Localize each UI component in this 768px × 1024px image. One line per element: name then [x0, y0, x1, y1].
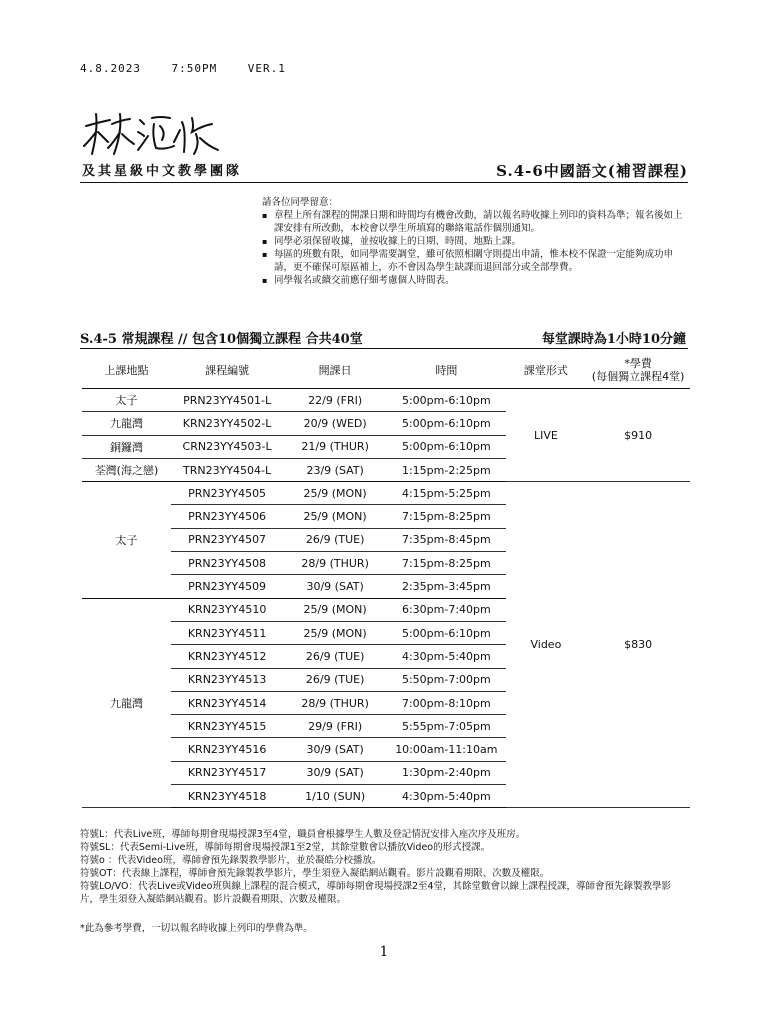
doc-time: 7:50PM [171, 62, 218, 75]
header-start-date: 開課日 [283, 352, 387, 389]
note-line: 符號OT：代表線上課程，導師會預先錄製教學影片，學生須登入凝皓網站觀看。影片設觀看期限、次數及權限。 [80, 868, 550, 879]
notice-block [262, 196, 690, 287]
cell-time: 5:00pm-6:10pm [387, 435, 506, 458]
cell-time: 10:00am-11:10am [387, 738, 506, 761]
cell-date: 25/9 (MON) [283, 621, 387, 644]
header-location: 上課地點 [82, 352, 171, 389]
doc-date: 4.8.2023 [80, 62, 141, 75]
cell-time: 2:35pm-3:45pm [387, 575, 506, 598]
cell-time: 5:00pm-6:10pm [387, 389, 506, 412]
course-title: S.4-6中國語文(補習課程) [496, 162, 688, 180]
cell-code: KRN23YY4514 [171, 691, 283, 714]
signature-logo [82, 110, 222, 158]
cell-code: KRN23YY4502-L [171, 412, 283, 435]
header-mode: 課堂形式 [506, 352, 587, 389]
cell-time: 4:30pm-5:40pm [387, 785, 506, 808]
header-fee [586, 352, 690, 389]
notice-item: ▪ 每區的班數有限，如同學需要調堂，雖可依照相關守則提出申請，惟本校不保證一定能夠成功申請，更不確保可原區補上，亦不會因為學生缺課而退回部分或全部學費。 [262, 248, 690, 274]
cell-date: 28/9 (THUR) [283, 691, 387, 714]
cell-date: 20/9 (WED) [283, 412, 387, 435]
cell-location: 荃灣(海之戀) [82, 458, 171, 481]
page-number: 1 [379, 944, 389, 960]
cell-time: 7:15pm-8:25pm [387, 505, 506, 528]
section-divider [80, 348, 688, 349]
cell-time: 1:15pm-2:25pm [387, 458, 506, 481]
cell-date: 30/9 (SAT) [283, 575, 387, 598]
cell-time: 1:30pm-2:40pm [387, 761, 506, 784]
cell-date: 26/9 (TUE) [283, 645, 387, 668]
notice-title: 請各位同學留意： [262, 197, 339, 208]
symbol-notes [80, 828, 690, 906]
cell-date: 25/9 (MON) [283, 598, 387, 621]
cell-time: 5:00pm-6:10pm [387, 412, 506, 435]
cell-code: KRN23YY4512 [171, 645, 283, 668]
fee-header-line1: *學費 [624, 357, 652, 370]
cell-date: 29/9 (FRI) [283, 715, 387, 738]
cell-code: KRN23YY4510 [171, 598, 283, 621]
table-row [82, 389, 690, 412]
cell-location: 九龍灣 [82, 412, 171, 435]
cell-time: 7:35pm-8:45pm [387, 528, 506, 551]
cell-code: KRN23YY4511 [171, 621, 283, 644]
cell-time: 5:00pm-6:10pm [387, 621, 506, 644]
cell-time: 5:55pm-7:05pm [387, 715, 506, 738]
section-title: S.4-5 常規課程 // 包含10個獨立課程 合共40堂 [80, 332, 363, 347]
cell-code: CRN23YY4503-L [171, 435, 283, 458]
cell-code: PRN23YY4508 [171, 552, 283, 575]
cell-time: 4:30pm-5:40pm [387, 645, 506, 668]
cell-location-group: 九龍灣 [82, 598, 171, 808]
cell-code: KRN23YY4516 [171, 738, 283, 761]
fee-footnote: *此為參考學費，一切以報名時收據上列印的學費為準。 [80, 923, 313, 934]
header-time: 時間 [387, 352, 506, 389]
lesson-duration: 每堂課時為1小時10分鐘 [541, 332, 686, 347]
cell-mode-video: Video [506, 482, 587, 808]
cell-code: KRN23YY4513 [171, 668, 283, 691]
doc-version: VER.1 [247, 62, 286, 75]
cell-date: 26/9 (TUE) [283, 528, 387, 551]
cell-date: 25/9 (MON) [283, 505, 387, 528]
header-divider [80, 182, 688, 183]
note-line: 符號o ：代表Video班，導師會預先錄製教學影片，並於凝皓分校播放。 [80, 855, 382, 866]
cell-date: 1/10 (SUN) [283, 785, 387, 808]
cell-date: 28/9 (THUR) [283, 552, 387, 575]
table-row [82, 482, 690, 505]
cell-time: 5:50pm-7:00pm [387, 668, 506, 691]
note-line: 符號L：代表Live班，導師每期會現場授課3至4堂，職員會根據學生人數及登記情況安排入座次序及班房。 [80, 829, 526, 840]
cell-time: 4:15pm-5:25pm [387, 482, 506, 505]
cell-date: 25/9 (MON) [283, 482, 387, 505]
cell-date: 21/9 (THUR) [283, 435, 387, 458]
header-code: 課程編號 [171, 352, 283, 389]
cell-location: 銅鑼灣 [82, 435, 171, 458]
cell-code: PRN23YY4506 [171, 505, 283, 528]
cell-time: 7:00pm-8:10pm [387, 691, 506, 714]
fee-header-line2: (每個獨立課程4堂) [591, 370, 685, 383]
cell-date: 30/9 (SAT) [283, 761, 387, 784]
cell-date: 23/9 (SAT) [283, 458, 387, 481]
cell-fee-live: $910 [586, 389, 690, 482]
cell-location-group: 太子 [82, 482, 171, 598]
note-line: 符號LO/VO：代表Live或Video班與線上課程的混合模式，導師每期會現場授課2至4堂，其餘堂數會以線上課程授課，導師會預先錄製教學影片，學生須登入凝皓網站觀看。影片設觀看期限、次數及權限。 [80, 881, 672, 905]
cell-date: 22/9 (FRI) [283, 389, 387, 412]
cell-code: PRN23YY4505 [171, 482, 283, 505]
cell-code: PRN23YY4509 [171, 575, 283, 598]
cell-location: 太子 [82, 389, 171, 412]
table-header-row [82, 352, 690, 389]
notice-item: ▪ 同學必須保留收據，並按收據上的日期、時間、地點上課。 [262, 235, 690, 248]
schedule-table [82, 352, 690, 808]
notice-item: ▪ 同學報名或續交前應仔細考慮個人時間表。 [262, 274, 690, 287]
note-line: 符號SL：代表Semi-Live班，導師每期會現場授課1至2堂，其餘堂數會以播放Video的形式授課。 [80, 842, 491, 853]
cell-time: 6:30pm-7:40pm [387, 598, 506, 621]
cell-code: PRN23YY4507 [171, 528, 283, 551]
cell-mode-live: LIVE [506, 389, 587, 482]
cell-code: KRN23YY4518 [171, 785, 283, 808]
cell-time: 7:15pm-8:25pm [387, 552, 506, 575]
cell-code: TRN23YY4504-L [171, 458, 283, 481]
cell-fee-video: $830 [586, 482, 690, 808]
organization-name: 及其星級中文教學團隊 [82, 164, 243, 179]
cell-code: KRN23YY4517 [171, 761, 283, 784]
cell-date: 26/9 (TUE) [283, 668, 387, 691]
cell-code: KRN23YY4515 [171, 715, 283, 738]
cell-date: 30/9 (SAT) [283, 738, 387, 761]
notice-item: ▪ 章程上所有課程的開課日期和時間均有機會改動，請以報名時收據上列印的資料為準；報名後如上課安排有所改動，本校會以學生所填寫的聯絡電話作個別通知。 [262, 209, 690, 235]
notice-list [262, 209, 690, 287]
document-meta [80, 62, 286, 75]
cell-code: PRN23YY4501-L [171, 389, 283, 412]
